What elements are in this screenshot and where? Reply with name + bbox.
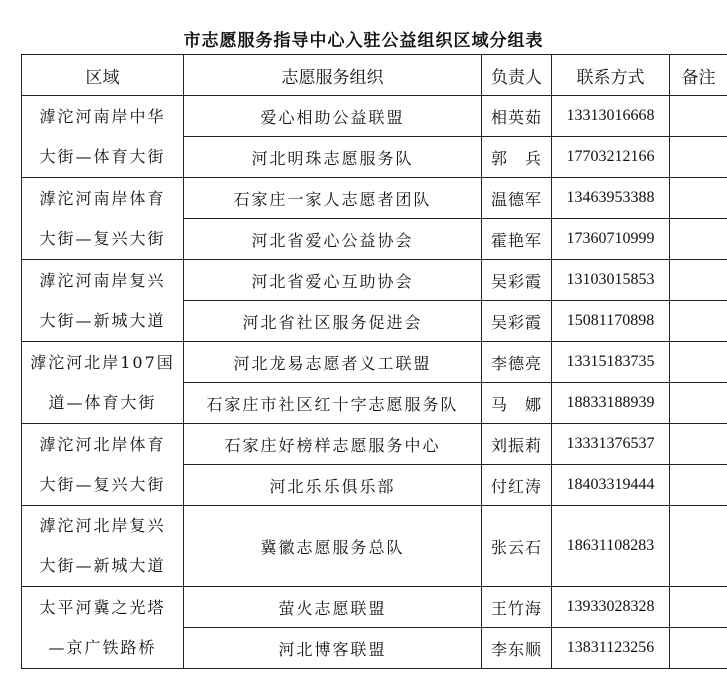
note-cell <box>670 96 727 137</box>
region-cell <box>22 587 184 669</box>
phone-cell: 18833188939 <box>552 383 670 424</box>
table-row <box>22 342 727 383</box>
org-cell: 河北省爱心公益协会 <box>184 219 482 260</box>
region-cell <box>22 506 184 587</box>
table-row <box>22 178 727 219</box>
region-cell <box>22 342 184 424</box>
region-line: —京广铁路桥 <box>48 637 157 657</box>
region-line: 大街—复兴大街 <box>39 474 166 494</box>
phone-cell: 13315183735 <box>552 342 670 383</box>
region-line: 滹沱河北岸体育 <box>39 434 166 454</box>
org-cell: 河北乐乐俱乐部 <box>184 465 482 506</box>
region-line: 滹沱河南岸复兴 <box>39 270 166 290</box>
note-cell <box>670 178 727 219</box>
table-row <box>22 96 727 137</box>
note-cell <box>670 424 727 465</box>
person-cell: 相英茹 <box>482 96 552 137</box>
person-cell: 张云石 <box>482 506 552 587</box>
table-row <box>22 260 727 301</box>
note-cell <box>670 260 727 301</box>
phone-cell: 13463953388 <box>552 178 670 219</box>
phone-cell: 13933028328 <box>552 587 670 628</box>
region-line: 大街—新城大道 <box>39 310 166 330</box>
person-cell: 郭 兵 <box>482 137 552 178</box>
phone-cell: 18403319444 <box>552 465 670 506</box>
region-cell <box>22 96 184 178</box>
org-cell: 河北明珠志愿服务队 <box>184 137 482 178</box>
region-line: 太平河冀之光塔 <box>39 597 166 617</box>
group-table <box>21 54 727 669</box>
org-cell: 爱心相助公益联盟 <box>184 96 482 137</box>
phone-cell: 15081170898 <box>552 301 670 342</box>
person-cell: 马 娜 <box>482 383 552 424</box>
region-line: 滹沱河北岸107国 <box>30 352 175 372</box>
org-cell: 石家庄市社区红十字志愿服务队 <box>184 383 482 424</box>
region-line: 滹沱河南岸体育 <box>39 188 166 208</box>
org-cell: 河北省爱心互助协会 <box>184 260 482 301</box>
note-cell <box>670 465 727 506</box>
org-cell: 石家庄一家人志愿者团队 <box>184 178 482 219</box>
person-cell: 付红涛 <box>482 465 552 506</box>
person-cell: 吴彩霞 <box>482 301 552 342</box>
region-line: 大街—新城大道 <box>39 556 166 575</box>
region-line: 大街—复兴大街 <box>39 228 166 248</box>
table-row <box>22 587 727 628</box>
note-cell <box>670 301 727 342</box>
note-cell <box>670 342 727 383</box>
region-cell <box>22 260 184 342</box>
phone-cell: 18631108283 <box>552 506 670 587</box>
region-line: 滹沱河北岸复兴 <box>39 516 166 535</box>
person-cell: 李德亮 <box>482 342 552 383</box>
org-cell: 冀徽志愿服务总队 <box>184 506 482 587</box>
note-cell <box>670 383 727 424</box>
phone-cell: 13831123256 <box>552 628 670 669</box>
phone-cell: 17360710999 <box>552 219 670 260</box>
header-person: 负责人 <box>482 55 552 96</box>
table-header-row <box>22 55 727 96</box>
note-cell <box>670 628 727 669</box>
table-row <box>22 424 727 465</box>
region-cell <box>22 178 184 260</box>
phone-cell: 13331376537 <box>552 424 670 465</box>
person-cell: 王竹海 <box>482 587 552 628</box>
person-cell: 刘振莉 <box>482 424 552 465</box>
person-cell: 李东顺 <box>482 628 552 669</box>
page-title: 市志愿服务指导中心入驻公益组织区域分组表 <box>183 31 544 51</box>
region-cell <box>22 424 184 506</box>
org-cell: 石家庄好榜样志愿服务中心 <box>184 424 482 465</box>
phone-cell: 13103015853 <box>552 260 670 301</box>
table-row <box>22 506 727 587</box>
note-cell <box>670 506 727 587</box>
org-cell: 河北省社区服务促进会 <box>184 301 482 342</box>
person-cell: 霍艳军 <box>482 219 552 260</box>
region-line: 大街—体育大街 <box>39 146 166 166</box>
org-cell: 萤火志愿联盟 <box>184 587 482 628</box>
org-cell: 河北龙易志愿者义工联盟 <box>184 342 482 383</box>
note-cell <box>670 219 727 260</box>
region-line: 滹沱河南岸中华 <box>39 106 166 126</box>
note-cell <box>670 587 727 628</box>
region-line: 道—体育大街 <box>48 392 157 412</box>
header-note: 备注 <box>670 55 727 96</box>
header-region: 区域 <box>22 55 184 96</box>
org-cell: 河北博客联盟 <box>184 628 482 669</box>
phone-cell: 13313016668 <box>552 96 670 137</box>
person-cell: 温德军 <box>482 178 552 219</box>
header-org: 志愿服务组织 <box>184 55 482 96</box>
person-cell: 吴彩霞 <box>482 260 552 301</box>
header-phone: 联系方式 <box>552 55 670 96</box>
phone-cell: 17703212166 <box>552 137 670 178</box>
note-cell <box>670 137 727 178</box>
